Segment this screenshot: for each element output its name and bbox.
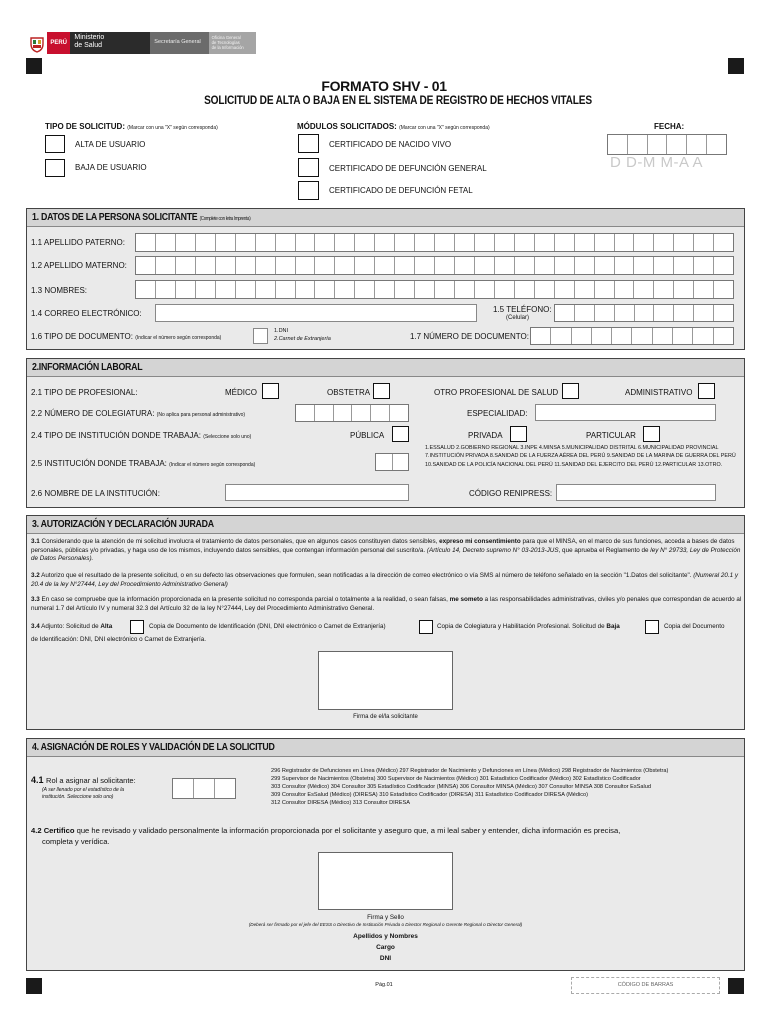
coat-of-arms-icon [27,32,47,54]
letter-cell[interactable] [654,281,674,298]
letter-cell[interactable] [236,281,256,298]
letter-cell[interactable] [335,257,355,274]
letter-cell[interactable] [674,305,694,321]
letter-cell[interactable] [654,305,674,321]
tipo-solicitud-title: TIPO DE SOLICITUD: [45,122,125,131]
letter-cell[interactable] [694,234,714,251]
letter-cell[interactable] [395,234,415,251]
defuncion-general-checkbox[interactable] [298,158,319,177]
p31-num: 3.1 [31,538,40,545]
letter-cell[interactable] [555,257,575,274]
letter-cell[interactable] [515,257,535,274]
letter-cell[interactable] [296,257,316,274]
p33-num: 3.3 [31,596,40,603]
letter-cell[interactable] [355,257,375,274]
letter-cell[interactable] [654,257,674,274]
fecha-input[interactable] [607,134,727,155]
telefono-input[interactable] [554,304,734,322]
adj-e: de Identificación: DNI, DNI electrónico o Carnet de Extranjería. [31,636,206,643]
letter-cell[interactable] [276,257,296,274]
letter-cell[interactable] [455,257,475,274]
ministry-line-1: Ministerio [74,34,105,41]
rol-label [31,775,136,785]
modulos-label [297,122,490,131]
letter-cell[interactable] [256,257,276,274]
apellido-paterno-label: 1.1 APELLIDO PATERNO: [31,238,125,247]
cert-word: Certifico [43,826,75,835]
roles-line: 309 Consultor EsSalud (Médico) (DIRESA) 310 Estadístico Codificador (DIRESA) 311 Estadístico Codificador DIRESA (Médico) [271,792,589,799]
roles-line: 303 Consultor (Médico) 304 Consultor 305 Estadístico Codificador (MINSA) 306 Consultor MINSA (Médico) 307 Consultor MINSA 308 Consultor EsSalud [271,784,651,791]
letter-cell[interactable] [375,281,395,298]
correo-label: 1.4 CORREO ELECTRÓNICO: [31,309,142,318]
apellidos-nombres-label: Apellidos y Nombres [353,933,418,940]
letter-cell[interactable] [555,234,575,251]
obstetra-label: OBSTETRA [327,388,371,397]
administrativo-checkbox[interactable] [698,383,715,399]
tipo-documento-hint: (Indicar el número según corresponda) [135,335,222,341]
modulos-title: MÓDULOS SOLICITADOS: [297,122,397,131]
letter-cell[interactable] [375,257,395,274]
roles-line: 296 Registrador de Defunciones en Línea (Médico) 297 Registrador de Nacimiento y Defunciones en Línea (Médico) 298 Registrador de Nacimientos (Obstetra) [271,768,669,774]
p31-a: Considerando que la atención de mi solicitud involucra el tratamiento de datos personales, que en algunos casos constituyen datos sensibles, [39,538,440,545]
apellido-paterno-input[interactable] [135,233,734,252]
privada-checkbox[interactable] [510,426,527,442]
oficina-block [209,32,256,54]
adj-b: Copia de Documento de Identificación (DNI, DNI electrónico o Carnet de Extranjería) [149,623,386,630]
cert-text-2: completa y verídica. [42,837,110,846]
p31-d: (Artículo 14, Decreto supremo N° 03-2013-JUS [426,546,559,554]
letter-cell[interactable] [415,281,435,298]
p32-num: 3.2 [31,572,40,579]
section-1-title-text: 1. DATOS DE LA PERSONA SOLICITANTE [32,212,198,223]
alta-usuario-label: ALTA DE USUARIO [75,140,146,149]
colegiatura-hint: (No aplica para personal administrativo) [156,412,246,418]
renipress-label: CÓDIGO RENIPRESS: [469,489,553,498]
letter-cell[interactable] [455,281,475,298]
letter-cell[interactable] [335,234,355,251]
adj-a: Adjunto: Solicitud de [41,623,101,630]
p32-b: (Numeral 20.1 y 20.4 de la ley N°27444, Ley del Procedimiento Administrativo General) [31,572,738,588]
letter-cell[interactable] [615,305,635,321]
letter-cell[interactable] [136,234,156,251]
institucion-input[interactable] [375,453,409,471]
fecha-label: FECHA: [654,122,685,131]
nacido-vivo-label: CERTIFICADO DE NACIDO VIVO [329,140,452,149]
roles-line: 312 Consultor DIRESA (Médico) 313 Consultor DIRESA [271,800,410,807]
letter-cell[interactable] [296,405,315,421]
p33-c: a las responsabilidades administrativas, civiles y/o penales que correspondan de acuerdo al numeral 1.7 del Artículo IV y numeral 32.3 del Artículo 32 de la ley N°27444, Ley del Procedimiento Administrativo General. [31,596,742,612]
page-number: Pág.01 [375,982,393,988]
alta-usuario-checkbox[interactable] [45,135,65,153]
letter-cell[interactable] [196,281,216,298]
p31-e: , que aprueba el Reglamento de [558,546,651,554]
publica-checkbox[interactable] [392,426,409,442]
dni-label: DNI [379,955,392,962]
letter-cell[interactable] [634,257,654,274]
letter-cell[interactable] [674,257,694,274]
celular-label: (Celular) [506,315,530,321]
letter-cell[interactable] [615,281,635,298]
barcode-box [571,977,720,994]
letter-cell[interactable] [714,234,733,251]
baja-usuario-label: BAJA DE USUARIO [75,163,147,172]
letter-cell[interactable] [595,281,615,298]
letter-cell[interactable] [575,305,595,321]
letter-cell[interactable] [551,328,571,344]
letter-cell[interactable] [256,234,276,251]
letter-cell[interactable] [475,234,495,251]
tipo-profesional-label: 2.1 TIPO DE PROFESIONAL: [31,388,138,397]
letter-cell[interactable] [352,405,371,421]
letter-cell[interactable] [575,281,595,298]
tipo-documento-label [31,332,221,341]
p31-c: para que el MINSA, en el marco de sus funciones, acceda a bases de datos personales, públicas y/o privadas, y haga uso de los mismos, incluyendo datos sensibles, que contengan información personal del suscrito/a. [31,538,735,554]
numero-documento-input[interactable] [530,327,734,345]
letter-cell[interactable] [595,234,615,251]
letter-cell[interactable] [395,257,415,274]
letter-cell[interactable] [632,328,652,344]
roles-line: 299 Supervisor de Nacimientos (Obstetra) 300 Supervisor de Nacimientos (Médico) 301 Estadístico Codificador (Médico) 302 Estadístico Codificador [271,776,641,783]
especialidad-label: ESPECIALIDAD: [467,409,528,418]
letter-cell[interactable] [196,257,216,274]
letter-cell[interactable] [355,281,375,298]
nombre-institucion-label: 2.6 NOMBRE DE LA INSTITUCIÓN: [31,489,160,498]
letter-cell[interactable] [296,281,316,298]
cert-text: que he revisado y validado personalmente la información proporcionada por el solicitante y aseguro que, a mi leal saber y entender, dicha información es precisa, [74,826,621,835]
section-2-title: 2.INFORMACIÓN LABORAL [32,362,143,373]
letter-cell[interactable] [315,281,335,298]
certifico-paragraph [31,825,736,847]
oficina-line-2: de Tecnologías [211,40,240,45]
cert-num: 4.2 [31,826,42,835]
adjunto-baja-checkbox[interactable] [645,620,659,634]
letter-cell[interactable] [615,257,635,274]
institucion-label [31,459,255,468]
letter-cell[interactable] [236,234,256,251]
adjunto-line [31,623,112,632]
letter-cell[interactable] [196,234,216,251]
firma-sello-box[interactable] [318,852,453,910]
otro-profesional-checkbox[interactable] [562,383,579,399]
fecha-placeholder: D D-M M-A A [610,154,704,171]
letter-cell[interactable] [615,234,635,251]
p31-f: ley N° 29733, Ley de Protección de Datos Personales). [31,546,741,563]
section-3-header [27,516,744,534]
firma-sello-hint: (Deberá ser firmado por el jefe del EESS o Directivo de Institución Privada o Director Regional o Gerente Regional o Director General) [248,922,523,927]
letter-cell[interactable] [156,234,176,251]
letter-cell[interactable] [495,257,515,274]
letter-cell[interactable] [595,257,615,274]
adj-alta: Alta [100,623,113,630]
form-subtitle: SOLICITUD DE ALTA O BAJA EN EL SISTEMA DE REGISTRO DE HECHOS VITALES [204,95,592,107]
colegiatura-text: 2.2 NÚMERO DE COLEGIATURA: [31,409,155,418]
firma-sello-label: Firma y Sello [367,914,404,921]
telefono-label: 1.5 TELÉFONO: [493,305,552,314]
letter-cell[interactable] [495,281,515,298]
letter-cell[interactable] [714,257,733,274]
letter-cell[interactable] [335,281,355,298]
institucion-list: 1.ESSALUD 2.GOBIERNO REGIONAL 3.INPE 4.MINSA 5.MUNICIPALIDAD DISTRITAL 6.MUNICIPALIDAD PROVINCIAL 7.INSTITUCIÓN PRIVADA 8.SANIDAD DE LA FUERZA AÉREA DEL PERÚ 9.SANIDAD DE LA MARINA DE GUERRA DEL PERÚ 10.SANIDAD DE LA POLICÍA NACIONAL DEL PERÚ 11.SANIDAD DEL EJERCITO DEL PERÚ 12.PARTICULAR 13.OTRO. [425,445,736,468]
letter-cell[interactable] [595,305,615,321]
registration-mark-top-right [728,58,744,74]
adj-c: Copia de Colegiatura y Habilitación Profesional. Solicitud de [437,623,607,630]
letter-cell[interactable] [694,281,714,298]
privada-label: PRIVADA [468,431,503,440]
letter-cell[interactable] [572,328,592,344]
header-logo [27,32,256,54]
registration-mark-top-left [26,58,42,74]
letter-cell[interactable] [435,257,455,274]
letter-cell[interactable] [315,257,335,274]
administrativo-label: ADMINISTRATIVO [625,388,693,397]
adjunto-colegiatura-checkbox[interactable] [419,620,433,634]
letter-cell[interactable] [575,234,595,251]
letter-cell[interactable] [176,281,196,298]
letter-cell[interactable] [435,281,455,298]
letter-cell[interactable] [315,405,334,421]
letter-cell[interactable] [176,257,196,274]
tipo-institucion-hint: (Seleccione solo uno) [203,434,252,440]
letter-cell[interactable] [714,305,733,321]
adj-d: Copia del Documento [664,623,725,630]
letter-cell[interactable] [654,234,674,251]
letter-cell[interactable] [674,234,694,251]
letter-cell[interactable] [475,257,495,274]
letter-cell[interactable] [575,257,595,274]
letter-cell[interactable] [256,281,276,298]
tipo-institucion-text: 2.4 TIPO DE INSTITUCIÓN DONDE TRABAJA: [31,431,201,440]
medico-checkbox[interactable] [262,383,279,399]
letter-cell[interactable] [216,281,236,298]
letter-cell[interactable] [390,405,408,421]
letter-cell[interactable] [714,281,733,298]
barcode-label: CÓDIGO DE BARRAS [617,982,674,988]
letter-cell[interactable] [415,257,435,274]
tipo-institucion-label [31,431,251,440]
tipo-solicitud-hint: (Marcar con una "X" según corresponda) [127,125,218,131]
letter-cell[interactable] [634,281,654,298]
p33-b: me someto [449,596,483,603]
letter-cell[interactable] [673,328,693,344]
paragraph-3-3 [31,596,743,613]
letter-cell[interactable] [635,305,655,321]
baja-usuario-checkbox[interactable] [45,159,65,177]
nombre-institucion-input[interactable] [225,484,409,501]
letter-cell[interactable] [216,257,236,274]
letter-cell[interactable] [435,234,455,251]
letter-cell[interactable] [693,328,713,344]
modulos-hint: (Marcar con una "X" según corresponda) [399,125,490,131]
numero-documento-label: 1.7 NÚMERO DE DOCUMENTO: [410,332,529,341]
firma-solicitante-label: Firma de el/la solicitante [353,714,418,720]
section-2-header [27,359,744,377]
tipo-solicitud-label [45,122,218,131]
particular-checkbox[interactable] [643,426,660,442]
nacido-vivo-checkbox[interactable] [298,134,319,153]
ministry-line-2: de Salud [74,42,103,49]
particular-label: PARTICULAR [586,431,636,440]
renipress-input[interactable] [556,484,716,501]
apellido-materno-input[interactable] [135,256,734,275]
correo-input[interactable] [155,304,477,322]
letter-cell[interactable] [276,234,296,251]
rol-hint-1: (A ser llenado por el estadístico de la [42,787,125,793]
defuncion-fetal-checkbox[interactable] [298,181,319,200]
letter-cell[interactable] [136,281,156,298]
colegiatura-input[interactable] [295,404,409,422]
letter-cell[interactable] [694,257,714,274]
tipo-documento-text: 1.6 TIPO DE DOCUMENTO: [31,332,133,341]
letter-cell[interactable] [176,234,196,251]
cargo-label: Cargo [376,944,395,951]
paragraph-3-2 [31,572,743,589]
rol-num: 4.1 [31,775,44,785]
letter-cell[interactable] [395,281,415,298]
peru-flag-label: PERÚ [47,32,70,54]
firma-solicitante-box[interactable] [318,651,453,710]
letter-cell[interactable] [371,405,390,421]
nombres-label: 1.3 NOMBRES: [31,286,88,295]
colegiatura-label [31,409,245,418]
secretaria-block: Secretaría General [150,32,208,54]
roles-list [271,767,741,807]
institucion-text: 2.5 INSTITUCIÓN DONDE TRABAJA: [31,459,167,468]
nombres-input[interactable] [135,280,734,299]
rol-text: Rol a asignar al solicitante: [46,776,136,785]
letter-cell[interactable] [475,281,495,298]
letter-cell[interactable] [375,234,395,251]
letter-cell[interactable] [276,281,296,298]
oficina-line-1: Oficina General [211,35,241,40]
adjunto-line-2 [437,623,620,632]
letter-cell[interactable] [592,328,612,344]
defuncion-general-label: CERTIFICADO DE DEFUNCIÓN GENERAL [329,164,487,173]
letter-cell[interactable] [415,234,435,251]
letter-cell[interactable] [714,328,733,344]
letter-cell[interactable] [355,234,375,251]
otro-profesional-label: OTRO PROFESIONAL DE SALUD [434,388,559,397]
paragraph-3-1 [31,538,743,564]
letter-cell[interactable] [136,257,156,274]
publica-label: PÚBLICA [350,431,385,440]
letter-cell[interactable] [315,234,335,251]
letter-cell[interactable] [515,281,535,298]
letter-cell[interactable] [156,257,176,274]
section-3-title: 3. AUTORIZACIÓN Y DECLARACIÓN JURADA [32,519,214,530]
letter-cell[interactable] [296,234,316,251]
letter-cell[interactable] [694,305,714,321]
letter-cell[interactable] [515,234,535,251]
doc-option-carnet: 2.Carnet de Extranjería [274,336,331,342]
p31-b: expreso mi consentimiento [439,538,521,545]
adj-baja: Baja [606,623,620,630]
doc-option-dni: 1.DNI [274,328,289,334]
letter-cell[interactable] [612,328,632,344]
section-1-title [32,212,250,223]
p32-a: Autorizo que el resultado de la presente solicitud, o en su defecto las observaciones que formulen, sean notificadas a la dirección de correo electrónico o vía SMS al número de teléfono señalado en la sección "1.Datos del solicitante". [39,572,694,579]
section-1-header [27,209,744,227]
adjunto-alta-checkbox[interactable] [130,620,144,634]
tipo-documento-input[interactable] [253,328,268,344]
oficina-line-3: de la Información [211,45,244,50]
section-4-header [27,739,744,757]
letter-cell[interactable] [555,305,575,321]
letter-cell[interactable] [531,328,551,344]
letter-cell[interactable] [653,328,673,344]
ministry-block [70,32,150,54]
obstetra-checkbox[interactable] [373,383,390,399]
letter-cell[interactable] [535,281,555,298]
institucion-hint: (Indicar el número según corresponda) [169,462,256,468]
rol-hint-2: institución. Seleccione solo uno) [42,794,114,800]
medico-label: MÉDICO [225,388,257,397]
rol-input[interactable] [172,778,236,799]
letter-cell[interactable] [535,234,555,251]
letter-cell[interactable] [555,281,575,298]
letter-cell[interactable] [334,405,353,421]
letter-cell[interactable] [634,234,654,251]
letter-cell[interactable] [674,281,694,298]
especialidad-input[interactable] [535,404,716,421]
defuncion-fetal-label: CERTIFICADO DE DEFUNCIÓN FETAL [329,186,473,195]
letter-cell[interactable] [236,257,256,274]
letter-cell[interactable] [455,234,475,251]
letter-cell[interactable] [535,257,555,274]
letter-cell[interactable] [495,234,515,251]
p33-a: En caso se compruebe que la información proporcionada en la presente solicitud no corresponda parcial o totalmente a la realidad, o sean falsas, [39,596,450,603]
adj-num: 3.4 [31,623,40,630]
form-code-title: FORMATO SHV - 01 [321,78,447,94]
section-4-title: 4. ASIGNACIÓN DE ROLES Y VALIDACIÓN DE LA SOLICITUD [32,742,275,753]
section-1-hint: (Complete con letra Imprenta) [199,216,251,222]
letter-cell[interactable] [156,281,176,298]
apellido-materno-label: 1.2 APELLIDO MATERNO: [31,261,127,270]
letter-cell[interactable] [216,234,236,251]
